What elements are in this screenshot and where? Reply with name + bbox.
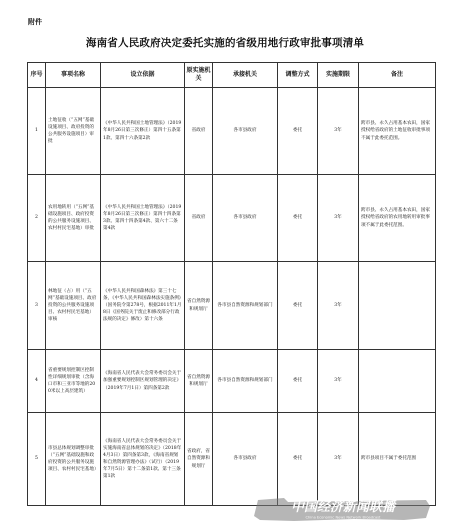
legal-basis: 《中华人民共和国森林法》第三十七条，《中华人民共和国森林法实施条例》（国务院令第278号，根据2011年1月8日《国务院关于废止和修改部分行政法规的决定》修改）第十六条 — [101, 262, 185, 350]
receiving-agency: 各市县自然资源和规划部门 — [213, 262, 278, 350]
table-header-row — [28, 63, 436, 88]
adjustment-method: 委托 — [278, 175, 318, 262]
original-agency: 省自然资源和规划厅 — [185, 350, 213, 413]
remarks: 跨市县项目不属于委托范围 — [359, 413, 436, 506]
column-header: 设立依据 — [101, 63, 185, 88]
row-number: 3 — [28, 262, 46, 350]
column-header: 备注 — [359, 63, 436, 88]
watermark-subtext: China Economic News Network Broadcast — [305, 515, 381, 520]
implementation-period: 3年 — [318, 88, 359, 175]
item-name: 林地征（占）用（“五网”基础设施项目、政府投资的公共服务设施项目、农村村民宅基地）审核 — [46, 262, 101, 350]
adjustment-method: 委托 — [278, 350, 318, 413]
attachment-label: 附件 — [28, 18, 42, 26]
receiving-agency: 各市县政府 — [213, 413, 278, 506]
table-row — [28, 262, 436, 350]
implementation-period: 3年 — [318, 350, 359, 413]
table-row — [28, 175, 436, 262]
remarks: 跨市县、永久占用基本农田，国家授权给省政府的土地征收审批事项不属于此委托范围。 — [359, 88, 436, 175]
original-agency: 省政府 — [185, 175, 213, 262]
adjustment-method: 委托 — [278, 88, 318, 175]
original-agency: 省政府 — [185, 88, 213, 175]
row-number: 1 — [28, 88, 46, 175]
row-number: 5 — [28, 413, 46, 506]
column-header: 原实施机关 — [185, 63, 213, 88]
column-header: 承接机关 — [213, 63, 278, 88]
receiving-agency: 各市县政府 — [213, 175, 278, 262]
table-row — [28, 88, 436, 175]
receiving-agency: 各市县政府 — [213, 88, 278, 175]
legal-basis: 《中华人民共和国土地管理法》（2019年8月26日第三次修正）第四十四条第3款、第四十四条第4款、第六十二条第4款 — [101, 175, 185, 262]
receiving-agency: 各市县自然资源和规划部门 — [213, 350, 278, 413]
row-number: 2 — [28, 175, 46, 262]
column-header: 事项名称 — [46, 63, 101, 88]
table-row — [28, 350, 436, 413]
implementation-period: 3年 — [318, 175, 359, 262]
table-row — [28, 413, 436, 506]
column-header: 序号 — [28, 63, 46, 88]
original-agency: 省政府，省自然资源和规划厅 — [185, 413, 213, 506]
approval-items-table — [27, 62, 436, 506]
item-name: 省重要规划控制区控制性详细规划审批（含海口市和三亚市等地的200米以上高层建筑） — [46, 350, 101, 413]
column-header: 调整方式 — [278, 63, 318, 88]
implementation-period: 3年 — [318, 413, 359, 506]
implementation-period: 3年 — [318, 262, 359, 350]
remarks — [359, 350, 436, 413]
remarks — [359, 262, 436, 350]
watermark-logo — [254, 494, 432, 522]
item-name: 市县总体规划调整审批（“五网”基础设施和政府投资的公共服务设施项目、农村村民宅基地） — [46, 413, 101, 506]
row-number: 4 — [28, 350, 46, 413]
legal-basis: 《中华人民共和国土地管理法》（2019年8月26日第三次修正）第四十五条第1款、第四十六条第2款 — [101, 88, 185, 175]
watermark-text: 中国经济新闻联播 — [290, 500, 396, 515]
column-header: 实施期限 — [318, 63, 359, 88]
document-title: 海南省人民政府决定委托实施的省级用地行政审批事项清单 — [85, 37, 365, 49]
adjustment-method: 委托 — [278, 413, 318, 506]
adjustment-method: 委托 — [278, 262, 318, 350]
remarks: 跨市县、永久占用基本农田，国家授权给省政府的农用地转用审批事项不属于此委托范围。 — [359, 175, 436, 262]
legal-basis: 《海南省人民代表大会常务委员会关于加强重要规划控制区规划管理的决定》（2019年7月1日）第四条第2款 — [101, 350, 185, 413]
item-name: 农用地转用（“五网”基础设施项目、政府投资的公共服务设施项目、农村村民宅基地）审批 — [46, 175, 101, 262]
original-agency: 省自然资源和规划厅 — [185, 262, 213, 350]
item-name: 土地征收（“五网”基础设施项目、政府投资的公共服务设施项目）审批 — [46, 88, 101, 175]
legal-basis: 《海南省人民代表大会常务委员会关于实施海南省总体规划的决定》（2018年4月3日）第四条第3款，《海南省规划和自然资源管理办法》（试行）（2019年7月5日）第十二条第1款、第十三条第1款 — [101, 413, 185, 506]
